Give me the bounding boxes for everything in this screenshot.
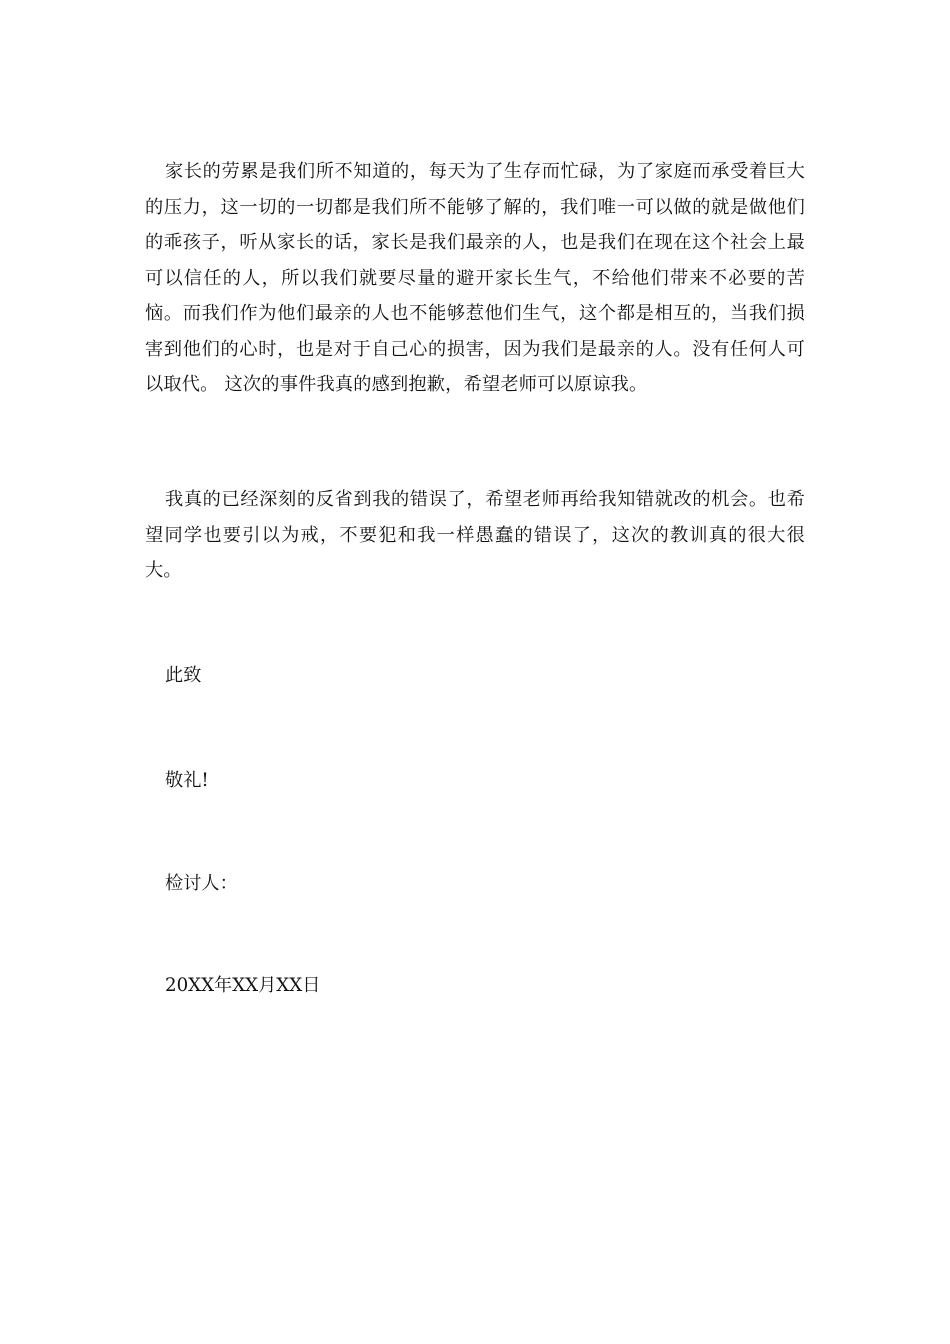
paragraph-1: 家长的劳累是我们所不知道的，每天为了生存而忙碌，为了家庭而承受着巨大的压力，这一切的一切都是我们所不能够了解的，我们唯一可以做的就是做他们的乖孩子，听从家长的话，家长是我们最亲的人，也是我们在现在这个社会上最可以信任的人，所以我们就要尽量的避开家长生气，不给他们带来不必要的苦恼。而我们作为他们最亲的人也不能够惹他们生气，这个都是相互的，当我们损害到他们的心时，也是对于自己心的损害，因为我们是最亲的人。没有任何人可以取代。 这次的事件我真的感到抱歉，希望老师可以原谅我。 [145,161,805,395]
regards-text: 敬礼! [165,770,209,791]
closing-text: 此致 [165,665,202,686]
date-text: 20XX年XX月XX日 [165,975,321,996]
signer-label: 检讨人： [165,873,238,894]
paragraph-2: 我真的已经深刻的反省到我的错误了，希望老师再给我知错就改的机会。也希望同学也要引以为戒，不要犯和我一样愚蠢的错误了，这次的教训真的很大很大。 [145,489,805,581]
